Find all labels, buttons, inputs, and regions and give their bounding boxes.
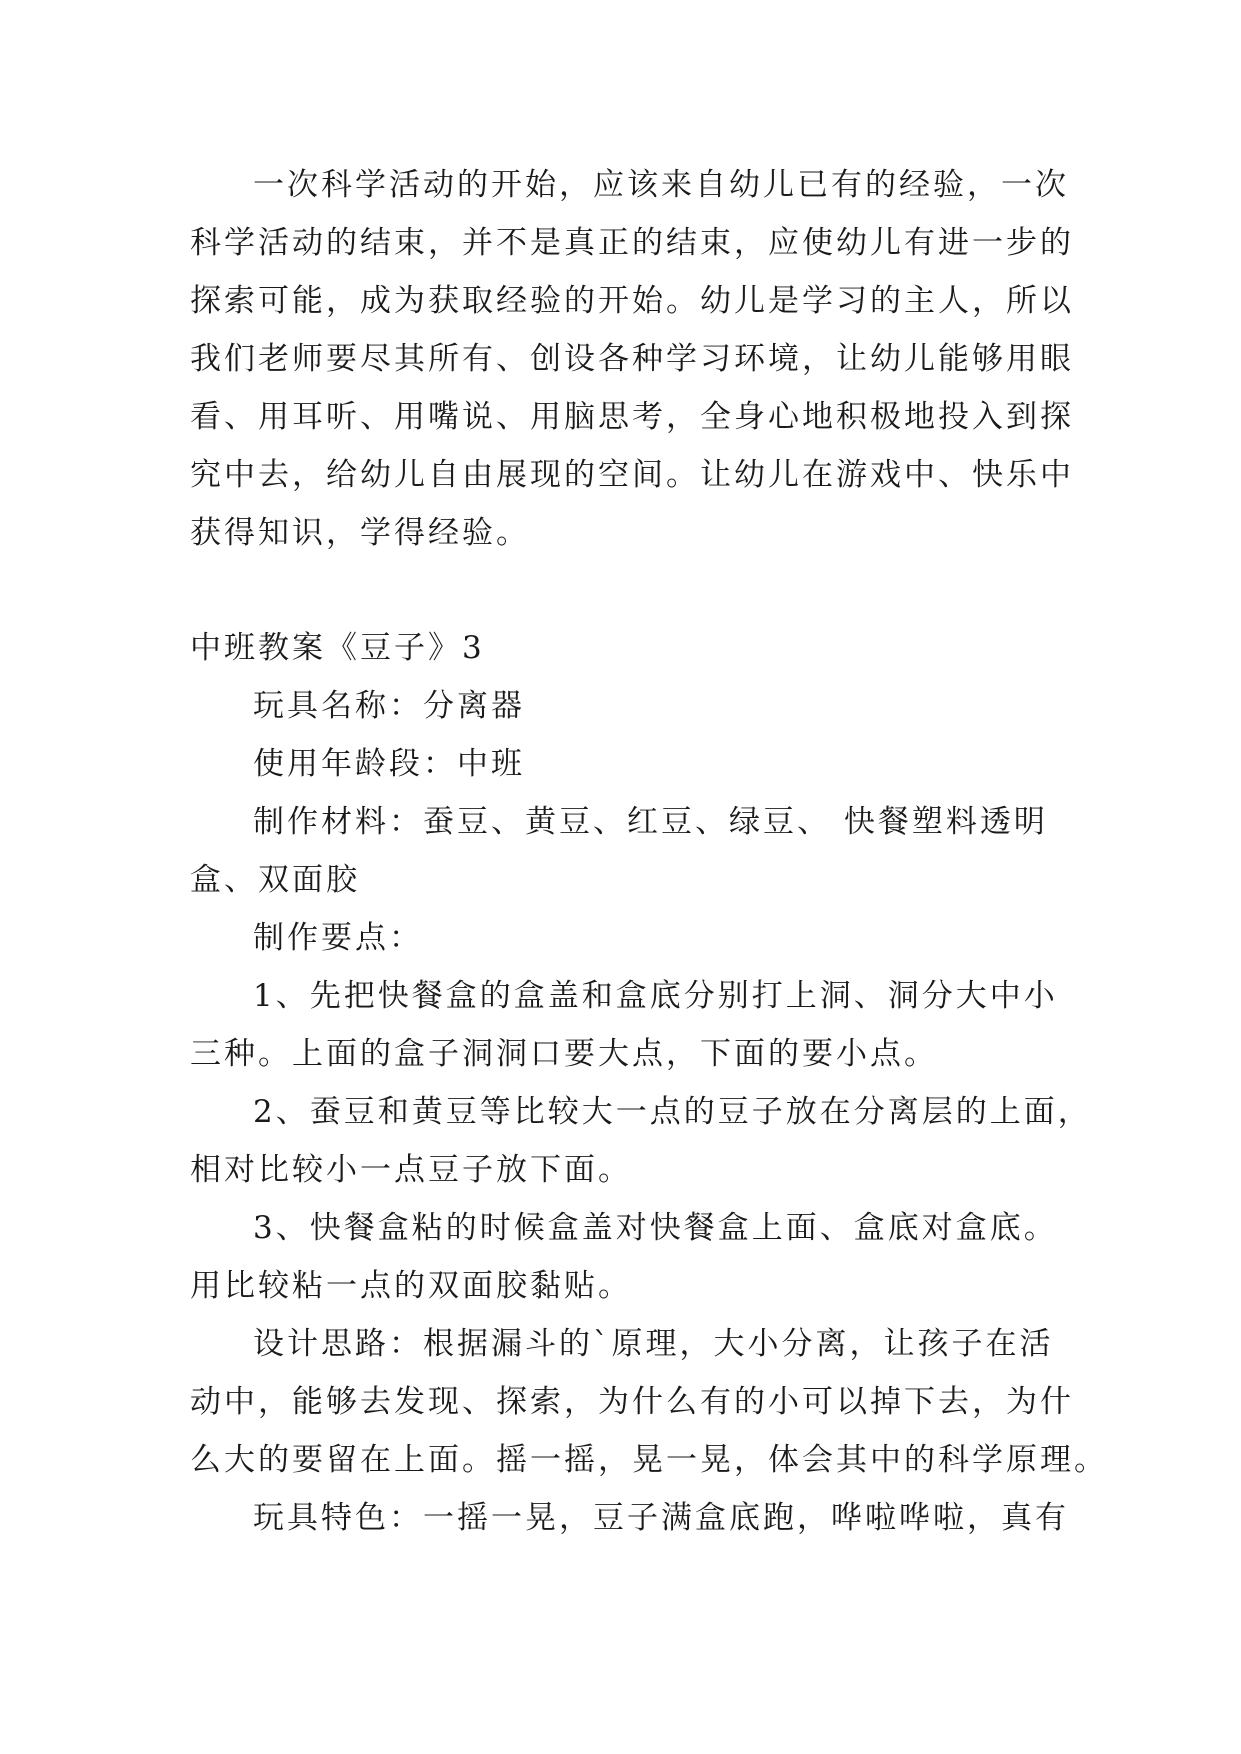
design-idea-line: 么大的要留在上面。摇一摇，晃一晃，体会其中的科学原理。 xyxy=(190,1442,1108,1478)
step3-line: 用比较粘一点的双面胶黏贴。 xyxy=(190,1268,632,1304)
toy-feature-line: 玩具特色：一摇一晃，豆子满盒底跑，哗啦哗啦，真有 xyxy=(253,1500,1069,1536)
paragraph-line: 一次科学活动的开始，应该来自幼儿已有的经验，一次 xyxy=(253,167,1069,203)
paragraph-line: 看、用耳听、用嘴说、用脑思考，全身心地积极地投入到探 xyxy=(190,399,1074,435)
design-idea-line: 设计思路：根据漏斗的`原理，大小分离，让孩子在活 xyxy=(253,1326,1054,1362)
age-group: 使用年龄段：中班 xyxy=(253,746,525,782)
materials-line: 盒、双面胶 xyxy=(190,862,360,898)
design-idea-line: 动中，能够去发现、探索，为什么有的小可以掉下去，为什 xyxy=(190,1384,1074,1420)
paragraph-line: 我们老师要尽其所有、创设各种学习环境，让幼儿能够用眼 xyxy=(190,341,1074,377)
step3-line: 3、快餐盒粘的时候盒盖对快餐盒上面、盒底对盒底。 xyxy=(253,1210,1058,1246)
key-points-heading: 制作要点： xyxy=(253,920,423,956)
paragraph-line: 探索可能，成为获取经验的开始。幼儿是学习的主人，所以 xyxy=(190,283,1074,319)
step2-line: 相对比较小一点豆子放下面。 xyxy=(190,1152,632,1188)
paragraph-line: 科学活动的结束，并不是真正的结束，应使幼儿有进一步的 xyxy=(190,225,1074,261)
paragraph-line: 究中去，给幼儿自由展现的空间。让幼儿在游戏中、快乐中 xyxy=(190,457,1074,493)
step1-line: 1、先把快餐盒的盒盖和盒底分别打上洞、洞分大中小 xyxy=(253,978,1058,1014)
paragraph-line: 获得知识，学得经验。 xyxy=(190,515,530,551)
toy-name: 玩具名称：分离器 xyxy=(253,688,525,724)
step2-line: 2、蚕豆和黄豆等比较大一点的豆子放在分离层的上面， xyxy=(253,1094,1092,1130)
materials-line: 制作材料：蚕豆、黄豆、红豆、绿豆、 快餐塑料透明 xyxy=(253,804,1048,840)
step1-line: 三种。上面的盒子洞洞口要大点，下面的要小点。 xyxy=(190,1036,938,1072)
section-title: 中班教案《豆子》3 xyxy=(190,630,485,666)
